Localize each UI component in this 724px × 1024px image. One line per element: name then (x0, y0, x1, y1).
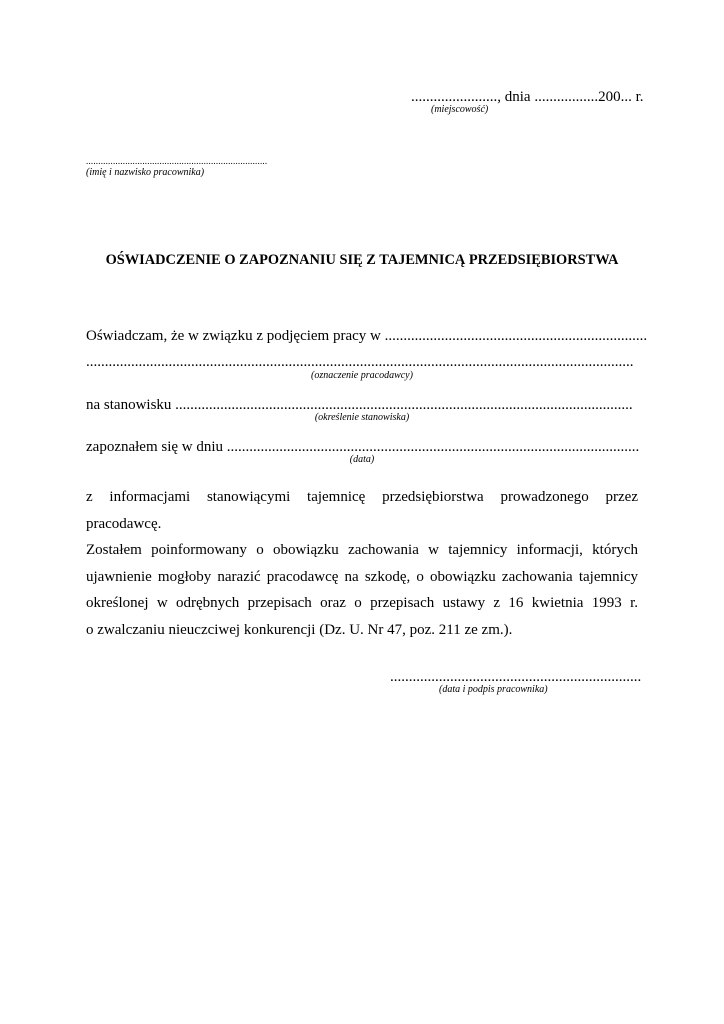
position-line: na stanowisku .......................................................................................................................... (86, 397, 633, 413)
signature-line: ................................................................... (390, 669, 642, 685)
signature-caption: (data i podpis pracownika) (439, 684, 548, 695)
paragraph-line: o zwalczaniu nieuczciwej konkurencji (Dz. U. Nr 47, poz. 211 ze zm.). (86, 621, 513, 638)
employer-caption: (oznaczenie pracodawcy) (311, 370, 413, 381)
date-caption: (data) (349, 454, 375, 465)
paragraph-line: Zostałem poinformowany o obowiązku zachowania w tajemnicy informacji, których (86, 542, 638, 558)
employer-line-1: Oświadczam, że w związku z podjęciem pracy w ...................................................................... (86, 328, 648, 344)
paragraph-line: ujawnienie mogłoby narazić pracodawcę na szkodę, o obowiązku zachowania tajemnicy (86, 568, 638, 585)
date-line: zapoznałem się w dniu .............................................................................................................. (86, 439, 640, 455)
declaration-paragraph (86, 484, 638, 643)
place-date-line: ......................., dnia .................200... r. (411, 89, 644, 105)
place-caption: (miejscowość) (431, 104, 489, 115)
employer-line-2: .................................................................................................................................................. (86, 354, 634, 370)
paragraph-line: z informacjami stanowiącymi tajemnicę przedsiębiorstwa prowadzonego przez pracodawcę. (86, 489, 638, 532)
paragraph-line: określonej w odrębnych przepisach oraz o przepisach ustawy z 16 kwietnia 1993 r. (86, 595, 638, 611)
employee-name-caption: (imię i nazwisko pracownika) (86, 167, 205, 178)
document-title: OŚWIADCZENIE O ZAPOZNANIU SIĘ Z TAJEMNICĄ PRZEDSIĘBIORSTWA (105, 252, 619, 268)
employee-name-line: .......................................................................... (86, 156, 268, 166)
position-caption: (określenie stanowiska) (314, 412, 410, 423)
